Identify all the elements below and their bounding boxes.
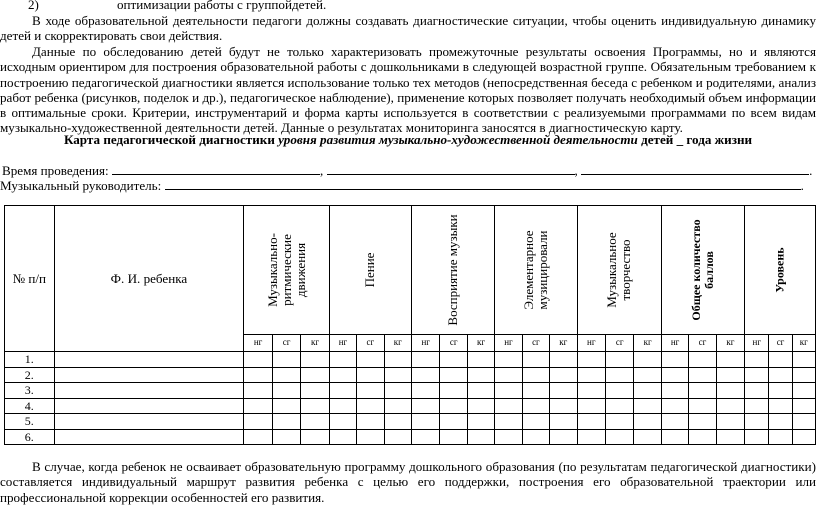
sub-header-нг: нг xyxy=(661,335,688,352)
child-name-cell[interactable] xyxy=(54,398,244,414)
director-line xyxy=(0,177,804,193)
score-cell[interactable] xyxy=(634,414,661,430)
director-blank[interactable] xyxy=(165,177,801,190)
header-total-score xyxy=(661,206,744,335)
header-singing xyxy=(329,206,411,335)
score-cell[interactable] xyxy=(716,367,744,383)
score-cell[interactable] xyxy=(769,383,792,399)
score-cell[interactable] xyxy=(384,383,411,399)
sub-header-кг: кг xyxy=(384,335,411,352)
score-cell[interactable] xyxy=(301,367,329,383)
score-cell[interactable] xyxy=(467,398,494,414)
header-music-making xyxy=(495,206,577,335)
score-cell[interactable] xyxy=(329,398,356,414)
time-line xyxy=(2,162,812,178)
child-name-cell[interactable] xyxy=(54,367,244,383)
score-cell[interactable] xyxy=(792,367,815,383)
score-cell[interactable] xyxy=(606,383,634,399)
score-cell[interactable] xyxy=(689,398,716,414)
score-cell[interactable] xyxy=(606,398,634,414)
time-sep-1: , xyxy=(319,163,324,178)
score-cell[interactable] xyxy=(792,414,815,430)
score-cell[interactable] xyxy=(716,398,744,414)
score-cell[interactable] xyxy=(495,383,522,399)
score-cell[interactable] xyxy=(272,398,300,414)
score-cell[interactable] xyxy=(384,429,411,445)
score-cell[interactable] xyxy=(272,352,300,368)
score-cell[interactable] xyxy=(606,429,634,445)
header-label: Уровень xyxy=(772,247,787,293)
list-number: 2) xyxy=(28,0,39,12)
score-cell[interactable] xyxy=(716,429,744,445)
score-cell[interactable] xyxy=(495,352,522,368)
header-label: Восприятие музыки xyxy=(445,214,461,326)
score-cell[interactable] xyxy=(745,383,769,399)
time-blank-1[interactable] xyxy=(112,162,320,175)
score-cell[interactable] xyxy=(272,367,300,383)
score-cell[interactable] xyxy=(301,352,329,368)
score-cell[interactable] xyxy=(244,383,272,399)
score-cell[interactable] xyxy=(550,367,577,383)
score-cell[interactable] xyxy=(467,352,494,368)
score-cell[interactable] xyxy=(577,429,605,445)
sub-header-сг: сг xyxy=(606,335,634,352)
paragraph-diagnostic-situations: В ходе образовательной деятельности педагоги должны создавать диагностические ситуации, чтобы оценить индивидуальную динамику детей и скорректировать свои действия. xyxy=(0,13,816,44)
score-cell[interactable] xyxy=(440,414,467,430)
table-row xyxy=(5,367,816,383)
header-label: Элементарное музицировали xyxy=(520,230,550,310)
row-number: 6. xyxy=(5,429,55,445)
score-cell[interactable] xyxy=(769,352,792,368)
score-cell[interactable] xyxy=(329,367,356,383)
score-cell[interactable] xyxy=(412,398,440,414)
card-title-part1: Карта педагогической диагностики xyxy=(63,132,279,147)
score-cell[interactable] xyxy=(412,367,440,383)
table-header-row xyxy=(5,206,816,335)
score-cell[interactable] xyxy=(550,383,577,399)
score-cell[interactable] xyxy=(329,352,356,368)
sub-header-нг: нг xyxy=(329,335,356,352)
score-cell[interactable] xyxy=(244,367,272,383)
sub-header-сг: сг xyxy=(689,335,716,352)
score-cell[interactable] xyxy=(495,429,522,445)
score-cell[interactable] xyxy=(357,429,384,445)
score-cell[interactable] xyxy=(745,429,769,445)
time-sep-2: , xyxy=(574,163,578,178)
score-cell[interactable] xyxy=(745,398,769,414)
score-cell[interactable] xyxy=(329,383,356,399)
sub-header-сг: сг xyxy=(522,335,549,352)
header-number: № п/п xyxy=(5,206,55,352)
score-cell[interactable] xyxy=(357,414,384,430)
score-cell[interactable] xyxy=(357,398,384,414)
header-music-perception xyxy=(412,206,495,335)
score-cell[interactable] xyxy=(577,398,605,414)
score-cell[interactable] xyxy=(661,367,688,383)
score-cell[interactable] xyxy=(577,352,605,368)
row-number: 3. xyxy=(5,383,55,399)
score-cell[interactable] xyxy=(412,414,440,430)
score-cell[interactable] xyxy=(440,352,467,368)
score-cell[interactable] xyxy=(244,414,272,430)
score-cell[interactable] xyxy=(661,414,688,430)
card-title-part3: детей _ года жизни xyxy=(637,132,753,147)
score-cell[interactable] xyxy=(357,352,384,368)
score-cell[interactable] xyxy=(301,383,329,399)
score-cell[interactable] xyxy=(467,383,494,399)
diagnostic-table xyxy=(4,205,816,445)
header-label: Музыкальное творчество xyxy=(604,232,634,308)
footer-paragraph: В случае, когда ребенок не осваивает образовательную программу дошкольного образования (по результатам педагогической диагностики) составляется индивидуальный маршрут развития ребенка с целью его поддержки, построения его образовательной траектории или профессиональной коррекции особенностей его развития. xyxy=(0,459,816,505)
score-cell[interactable] xyxy=(357,383,384,399)
table-row xyxy=(5,429,816,445)
score-cell[interactable] xyxy=(522,414,549,430)
child-name-cell[interactable] xyxy=(54,352,244,368)
score-cell[interactable] xyxy=(522,429,549,445)
time-label: Время проведения: xyxy=(2,163,109,178)
score-cell[interactable] xyxy=(440,383,467,399)
sub-header-нг: нг xyxy=(412,335,440,352)
header-label: Пение xyxy=(362,252,378,288)
score-cell[interactable] xyxy=(495,398,522,414)
score-cell[interactable] xyxy=(792,429,815,445)
score-cell[interactable] xyxy=(689,429,716,445)
score-cell[interactable] xyxy=(301,429,329,445)
score-cell[interactable] xyxy=(384,398,411,414)
time-blank-2[interactable] xyxy=(327,162,575,175)
score-cell[interactable] xyxy=(689,414,716,430)
score-cell[interactable] xyxy=(634,429,661,445)
score-cell[interactable] xyxy=(272,429,300,445)
score-cell[interactable] xyxy=(634,352,661,368)
child-name-cell[interactable] xyxy=(54,414,244,430)
score-cell[interactable] xyxy=(384,367,411,383)
row-number: 4. xyxy=(5,398,55,414)
card-title xyxy=(0,132,816,147)
score-cell[interactable] xyxy=(769,398,792,414)
score-cell[interactable] xyxy=(689,383,716,399)
score-cell[interactable] xyxy=(522,352,549,368)
score-cell[interactable] xyxy=(440,367,467,383)
sub-header-сг: сг xyxy=(272,335,300,352)
score-cell[interactable] xyxy=(716,352,744,368)
paragraph-survey-data: Данные по обследованию детей будут не только характеризовать промежуточные результаты освоения Программы, но и являются исходным ориентиром для построения образовательной работы с дошкольниками в следующей возрастной группе. Обязательным требованием к построению педагогической диагностики является использование только тех методов (непосредственная беседа с ребенком и родителями, анализ работ ребенка (рисунков, поделок и др.), педагогическое наблюдение), применение которых позволяет получать необходимый объем информации в оптимальные сроки. Критерии, инструментарий и форма карты используется в соответствии с реализуемыми программами по всем видам музыкально-художественной деятельности детей. Данные о результатах мониторинга заносятся в диагностическую карту. xyxy=(0,44,816,136)
score-cell[interactable] xyxy=(792,398,815,414)
score-cell[interactable] xyxy=(661,398,688,414)
score-cell[interactable] xyxy=(745,414,769,430)
score-cell[interactable] xyxy=(792,383,815,399)
director-end: . xyxy=(800,178,804,193)
score-cell[interactable] xyxy=(769,429,792,445)
score-cell[interactable] xyxy=(384,352,411,368)
score-cell[interactable] xyxy=(689,352,716,368)
score-cell[interactable] xyxy=(716,414,744,430)
score-cell[interactable] xyxy=(689,367,716,383)
table-row xyxy=(5,414,816,430)
score-cell[interactable] xyxy=(244,398,272,414)
score-cell[interactable] xyxy=(606,367,634,383)
score-cell[interactable] xyxy=(769,414,792,430)
score-cell[interactable] xyxy=(357,367,384,383)
table-row xyxy=(5,352,816,368)
score-cell[interactable] xyxy=(550,398,577,414)
score-cell[interactable] xyxy=(244,429,272,445)
sub-header-кг: кг xyxy=(550,335,577,352)
score-cell[interactable] xyxy=(522,398,549,414)
sub-header-нг: нг xyxy=(577,335,605,352)
header-label: Общее количество баллов xyxy=(689,219,717,321)
sub-header-сг: сг xyxy=(357,335,384,352)
score-cell[interactable] xyxy=(522,367,549,383)
director-label: Музыкальный руководитель: xyxy=(0,178,162,193)
sub-header-кг: кг xyxy=(467,335,494,352)
score-cell[interactable] xyxy=(467,367,494,383)
score-cell[interactable] xyxy=(412,352,440,368)
score-cell[interactable] xyxy=(606,414,634,430)
table-row xyxy=(5,398,816,414)
table-body xyxy=(5,352,816,445)
score-cell[interactable] xyxy=(495,367,522,383)
score-cell[interactable] xyxy=(301,398,329,414)
score-cell[interactable] xyxy=(577,367,605,383)
score-cell[interactable] xyxy=(577,414,605,430)
row-number: 2. xyxy=(5,367,55,383)
score-cell[interactable] xyxy=(495,414,522,430)
score-cell[interactable] xyxy=(440,429,467,445)
score-cell[interactable] xyxy=(634,383,661,399)
score-cell[interactable] xyxy=(606,352,634,368)
child-name-cell[interactable] xyxy=(54,429,244,445)
sub-header-сг: сг xyxy=(769,335,792,352)
sub-header-нг: нг xyxy=(745,335,769,352)
score-cell[interactable] xyxy=(412,429,440,445)
sub-header-кг: кг xyxy=(301,335,329,352)
score-cell[interactable] xyxy=(550,352,577,368)
score-cell[interactable] xyxy=(716,383,744,399)
card-title-part2: уровня развития музыкально-художественной деятельности xyxy=(278,132,638,147)
score-cell[interactable] xyxy=(634,367,661,383)
child-name-cell[interactable] xyxy=(54,383,244,399)
score-cell[interactable] xyxy=(329,429,356,445)
row-number: 5. xyxy=(5,414,55,430)
score-cell[interactable] xyxy=(440,398,467,414)
score-cell[interactable] xyxy=(661,383,688,399)
score-cell[interactable] xyxy=(769,367,792,383)
score-cell[interactable] xyxy=(661,352,688,368)
score-cell[interactable] xyxy=(412,383,440,399)
score-cell[interactable] xyxy=(301,414,329,430)
time-end: . xyxy=(809,163,813,178)
header-child-name: Ф. И. ребенка xyxy=(54,206,244,352)
sub-header-кг: кг xyxy=(716,335,744,352)
header-creativity xyxy=(577,206,661,335)
header-label: Музыкально-ритмические движения xyxy=(264,233,308,307)
sub-header-нг: нг xyxy=(495,335,522,352)
header-level xyxy=(745,206,816,335)
score-cell[interactable] xyxy=(634,398,661,414)
score-cell[interactable] xyxy=(550,429,577,445)
score-cell[interactable] xyxy=(384,414,411,430)
table-row xyxy=(5,383,816,399)
score-cell[interactable] xyxy=(467,414,494,430)
score-cell[interactable] xyxy=(272,414,300,430)
list-text: оптимизации работы с группойдетей. xyxy=(117,0,327,12)
sub-header-кг: кг xyxy=(792,335,815,352)
row-number: 1. xyxy=(5,352,55,368)
header-rhythmic-movement xyxy=(244,206,329,335)
time-blank-3[interactable] xyxy=(581,162,809,175)
score-cell[interactable] xyxy=(550,414,577,430)
score-cell[interactable] xyxy=(745,367,769,383)
score-cell[interactable] xyxy=(661,429,688,445)
score-cell[interactable] xyxy=(522,383,549,399)
score-cell[interactable] xyxy=(745,352,769,368)
score-cell[interactable] xyxy=(244,352,272,368)
sub-header-сг: сг xyxy=(440,335,467,352)
score-cell[interactable] xyxy=(467,429,494,445)
sub-header-нг: нг xyxy=(244,335,272,352)
score-cell[interactable] xyxy=(329,414,356,430)
score-cell[interactable] xyxy=(272,383,300,399)
score-cell[interactable] xyxy=(792,352,815,368)
sub-header-кг: кг xyxy=(634,335,661,352)
score-cell[interactable] xyxy=(577,383,605,399)
